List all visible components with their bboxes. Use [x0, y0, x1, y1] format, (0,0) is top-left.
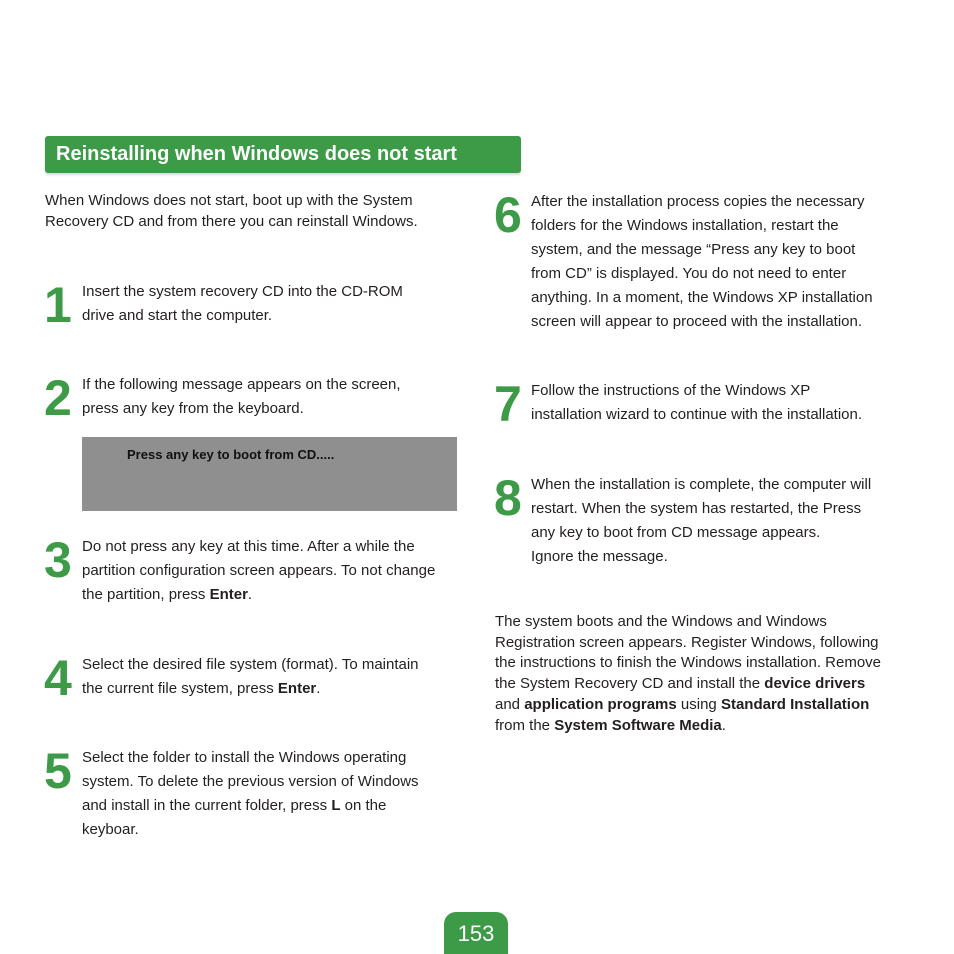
application-programs-label: application programs: [524, 695, 677, 713]
step-1-number: 1: [44, 277, 70, 333]
l-key-label: L: [331, 797, 341, 814]
intro-paragraph: When Windows does not start, boot up with the System Recovery CD and from there you can reinstall Windows.: [45, 192, 418, 230]
page-number-tab: [444, 912, 508, 954]
step-4-text: Select the desired file system (format). To maintain the current file system, press Enter.: [82, 656, 419, 697]
step-5-number: 5: [44, 743, 70, 799]
step-5-text: Select the folder to install the Windows operating system. To delete the previous version of Windows and install in the current folder, press L on the keyboar.: [82, 749, 419, 838]
standard-installation-label: Standard Installation: [720, 695, 870, 713]
page-number: 153: [457, 921, 495, 946]
step-7-number: 7: [494, 376, 520, 432]
device-drivers-label: device drivers: [764, 675, 866, 693]
step-8-number: 8: [494, 470, 520, 526]
closing-paragraph: The system boots and the Windows and Windows Registration screen appears. Register Windows, following the instructions to finish the Windows installation. Remove the System Recovery CD and install the device drivers and application programs using Standard Installation from the System Software Media.: [495, 613, 882, 734]
enter-key-label: Enter: [209, 586, 248, 603]
system-software-media-label: System Software Media: [554, 716, 722, 734]
step-2-number: 2: [44, 370, 70, 426]
step-3-number: 3: [44, 532, 70, 588]
step-2-text: If the following message appears on the screen, press any key from the keyboard.: [82, 376, 401, 417]
step-6-number: 6: [494, 187, 520, 243]
step-7-text: Follow the instructions of the Windows XP installation wizard to continue with the installation.: [531, 382, 863, 423]
enter-key-label: Enter: [277, 680, 317, 697]
step-1-text: Insert the system recovery CD into the CD-ROM drive and start the computer.: [82, 283, 403, 324]
step-3-text: Do not press any key at this time. After a while the partition configuration screen appears. To not change the partition, press Enter.: [82, 538, 436, 603]
section-title-bar: [45, 136, 521, 173]
step-8-text: When the installation is complete, the computer will restart. When the system has restarted, the Press any key to boot from CD message appears. Ignore the message.: [531, 476, 872, 565]
step-6-text: After the installation process copies the necessary folders for the Windows installation, restart the system, and the message “Press any key to boot from CD” is displayed. You do not need to enter anything. In a moment, the Windows XP installation screen will appear to proceed with the installation.: [531, 193, 873, 330]
step-4-number: 4: [44, 650, 70, 706]
boot-message-box: [82, 437, 457, 511]
boot-message: Press any key to boot from CD.....: [127, 447, 335, 462]
section-title: Reinstalling when Windows does not start: [56, 143, 457, 165]
